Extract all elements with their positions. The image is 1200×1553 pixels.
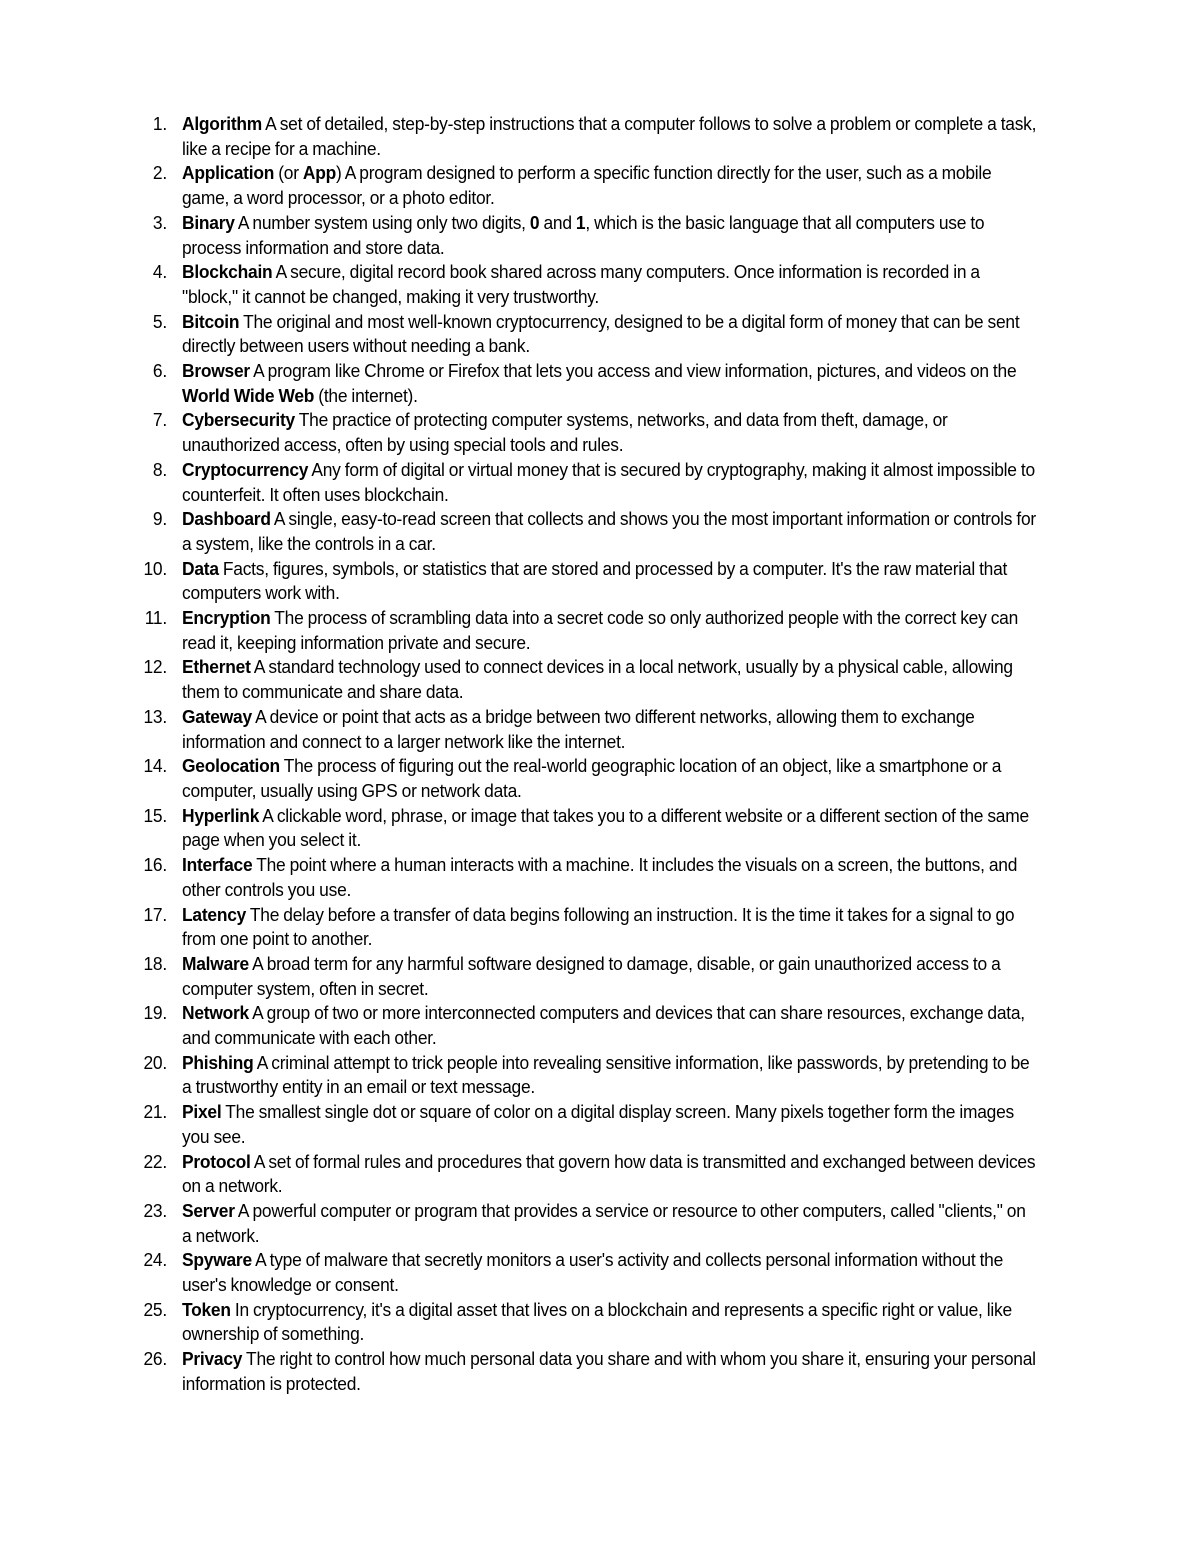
definition: A device or point that acts as a bridge between two different networks, allowing them to exchange information and connect to a larger network like the internet. [182, 705, 975, 752]
item-number: 20. [143, 1051, 167, 1073]
item-number: 4. [152, 261, 167, 283]
glossary-item-malware [11, 952, 1139, 1001]
term: Cybersecurity [182, 409, 295, 431]
definition: A powerful computer or program that provides a service or resource to other computers, called "clients," on a network. [182, 1199, 1026, 1246]
item-number: 14. [143, 755, 167, 777]
term: Network [182, 1002, 249, 1024]
definition: A set of formal rules and procedures that govern how data is transmitted and exchanged between devices on a network. [182, 1150, 1036, 1197]
definition: Any form of digital or virtual money that is secured by cryptography, making it almost impossible to counterfeit. It often uses blockchain. [182, 458, 1035, 505]
glossary-item-ethernet [11, 655, 1139, 704]
definition: Facts, figures, symbols, or statistics that are stored and processed by a computer. It's the raw material that computers work with. [182, 557, 1008, 604]
term: Geolocation [182, 755, 280, 777]
item-number: 7. [152, 409, 167, 431]
term: Blockchain [182, 261, 273, 283]
term: Server [182, 1199, 235, 1221]
glossary-item-geolocation [11, 754, 1139, 803]
definition: In cryptocurrency, it's a digital asset that lives on a blockchain and represents a specific right or value, like ownership of something. [182, 1298, 1012, 1345]
item-number: 22. [143, 1150, 167, 1172]
definition: A standard technology used to connect devices in a local network, usually by a physical cable, allowing them to communicate and share data. [182, 656, 1013, 703]
definition: (the internet). [314, 384, 418, 406]
glossary-item-latency [11, 903, 1139, 952]
term: Gateway [182, 705, 252, 727]
item-number: 2. [152, 162, 167, 184]
item-number: 13. [143, 705, 167, 727]
term: Algorithm [182, 113, 263, 134]
term: Hyperlink [182, 804, 260, 826]
item-number: 16. [143, 854, 167, 876]
definition: A set of detailed, step-by-step instructions that a computer follows to solve a problem or complete a task, like a recipe for a machine. [182, 113, 1037, 159]
term: Spyware [182, 1249, 252, 1271]
definition: The point where a human interacts with a machine. It includes the visuals on a screen, the buttons, and other controls you use. [182, 854, 1018, 900]
item-number: 21. [143, 1101, 167, 1123]
definition: The process of figuring out the real-world geographic location of an object, like a smartphone or a computer, usually using GPS or network data. [182, 755, 1002, 801]
digit-zero: 0 [529, 211, 540, 233]
glossary-item-binary [11, 211, 1139, 260]
glossary-item-protocol [11, 1150, 1139, 1199]
definition-part: A number system using only two digits, [234, 211, 530, 233]
item-number: 15. [143, 804, 167, 826]
glossary-item-algorithm [11, 112, 1139, 161]
definition: The smallest single dot or square of color on a digital display screen. Many pixels together form the images you see. [182, 1101, 1014, 1147]
glossary-item-gateway [11, 705, 1139, 754]
term: Application [182, 162, 275, 184]
definition: A secure, digital record book shared across many computers. Once information is recorded in a "block," it cannot be changed, making it very trustworthy. [182, 261, 980, 307]
definition-part: and [539, 211, 576, 233]
glossary-item-spyware [11, 1248, 1139, 1297]
term: Token [182, 1298, 231, 1320]
term: Protocol [182, 1150, 251, 1172]
term: Cryptocurrency [182, 458, 309, 480]
item-number: 10. [143, 557, 167, 579]
glossary-item-phishing [11, 1051, 1139, 1100]
glossary-item-server [11, 1199, 1139, 1248]
item-number: 24. [143, 1249, 167, 1271]
term: Data [182, 557, 219, 579]
item-number: 5. [152, 310, 167, 332]
term: Latency [182, 903, 247, 925]
term: Binary [182, 211, 235, 233]
item-number: 12. [143, 656, 167, 678]
term: Malware [182, 952, 249, 974]
item-number: 17. [143, 903, 167, 925]
glossary-item-interface [11, 853, 1139, 902]
definition: , which is the basic language that all computers use to process information and store data. [182, 211, 985, 258]
definition: The original and most well-known cryptocurrency, designed to be a digital form of money that can be sent directly between users without needing a bank. [182, 310, 1020, 357]
item-number: 18. [143, 952, 167, 974]
term: Ethernet [182, 656, 251, 678]
term: Encryption [182, 607, 271, 629]
glossary-item-cryptocurrency [11, 458, 1139, 507]
term: Browser [182, 360, 250, 382]
definition: A broad term for any harmful software designed to damage, disable, or gain unauthorized access to a computer system, often in secret. [182, 952, 1001, 999]
definition: A group of two or more interconnected computers and devices that can share resources, exchange data, and communicate with each other. [182, 1002, 1025, 1049]
item-number: 26. [143, 1348, 167, 1370]
item-number: 9. [152, 508, 167, 530]
term: Dashboard [182, 508, 271, 530]
item-number: 19. [143, 1002, 167, 1024]
glossary-item-browser [11, 359, 1139, 408]
definition: The practice of protecting computer systems, networks, and data from theft, damage, or unauthorized access, often by using special tools and rules. [182, 409, 948, 456]
glossary-item-application [11, 161, 1139, 210]
definition: A single, easy-to-read screen that collects and shows you the most important information or controls for a system, like the controls in a car. [182, 508, 1036, 554]
definition: The right to control how much personal data you share and with whom you share it, ensuring your personal information is protected. [182, 1348, 1036, 1394]
glossary-item-privacy [11, 1347, 1139, 1396]
item-number: 8. [152, 458, 167, 480]
definition: The process of scrambling data into a secret code so only authorized people with the correct key can read it, keeping information private and secure. [182, 607, 1019, 653]
definition-part: A program like Chrome or Firefox that lets you access and view information, pictures, and videos on the [249, 360, 1017, 382]
glossary-list [0, 112, 1200, 1397]
glossary-item-blockchain [11, 260, 1139, 309]
item-number: 3. [152, 211, 167, 233]
term-www: World Wide Web [182, 384, 315, 406]
item-number: 23. [143, 1199, 167, 1221]
definition-part: (or [274, 162, 303, 184]
item-number: 1. [152, 113, 167, 134]
glossary-item-data [11, 557, 1139, 606]
item-number: 25. [143, 1298, 167, 1320]
glossary-item-encryption [11, 606, 1139, 655]
term-alias: App [302, 162, 337, 184]
definition: A criminal attempt to trick people into revealing sensitive information, like passwords, by pretending to be a trustworthy entity in an email or text message. [182, 1051, 1030, 1098]
glossary-item-hyperlink [11, 804, 1139, 853]
glossary-item-pixel [11, 1100, 1139, 1149]
glossary-item-token [11, 1298, 1139, 1347]
term: Interface [182, 854, 253, 876]
term: Privacy [182, 1348, 243, 1370]
glossary-item-cybersecurity [11, 408, 1139, 457]
definition: The delay before a transfer of data begins following an instruction. It is the time it takes for a signal to go from one point to another. [182, 903, 1015, 950]
item-number: 11. [144, 607, 167, 629]
term: Phishing [182, 1051, 254, 1073]
definition: ) A program designed to perform a specific function directly for the user, such as a mobile game, a word processor, or a photo editor. [182, 162, 992, 209]
definition: A clickable word, phrase, or image that takes you to a different website or a different section of the same page when you select it. [182, 804, 1029, 851]
term: Bitcoin [182, 310, 240, 332]
definition: A type of malware that secretly monitors a user's activity and collects personal information without the user's knowledge or consent. [182, 1249, 1004, 1296]
glossary-item-bitcoin [11, 310, 1139, 359]
term: Pixel [182, 1101, 222, 1123]
digit-one: 1 [575, 211, 586, 233]
glossary-item-dashboard [11, 507, 1139, 556]
item-number: 6. [152, 360, 167, 382]
glossary-item-network [11, 1001, 1139, 1050]
